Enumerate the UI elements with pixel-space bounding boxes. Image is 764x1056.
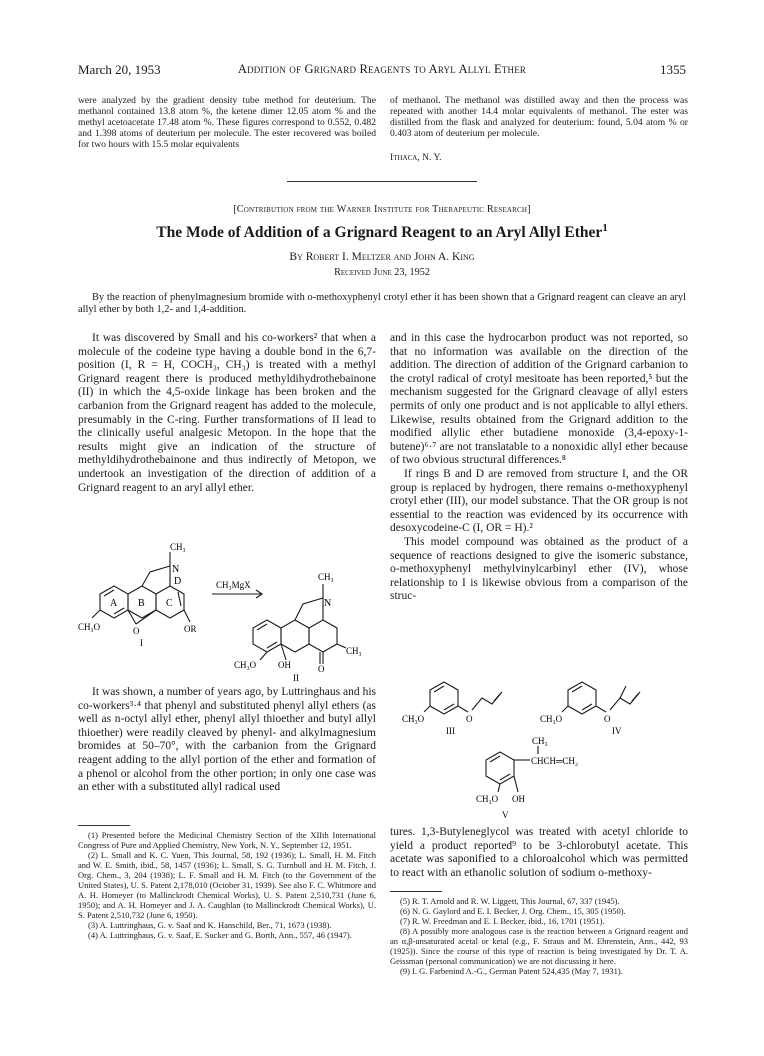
scheme1-ch3-top: CH₃ (170, 542, 186, 552)
article-title-text: The Mode of Addition of a Grignard Reagent to an Aryl Allyl Ether (156, 224, 603, 241)
footnote-7: (7) R. W. Freedman and E. I. Becker, ibid., 16, 1701 (1951). (400, 916, 605, 926)
article-authors: By Robert I. Meltzer and John A. King (289, 251, 475, 263)
footnotes-left (78, 830, 376, 940)
iii-o: O (466, 714, 473, 724)
header-date: March 20, 1953 (78, 62, 161, 77)
scheme1-n2: N (324, 598, 332, 609)
footnote-9: (9) I. G. Farbenind A.-G., German Patent 524,435 (May 7, 1931). (400, 966, 623, 976)
ring-ii-c (309, 620, 337, 652)
prev-article-right: of methanol. The methanol was distilled away and then the process was repeated with another 14.4 molar equivalents of methanol. The ester was distilled from the flask and analyzed for deuterium: found, 5.04 atom % or 0.403 atom of deuterium per molecule. (390, 95, 688, 139)
footnote-1: (1) Presented before the Medicinal Chemistry Section of the XIIth International Congress of Pure and Applied Chemistry, New York, N. Y., September 12, 1951. (78, 830, 376, 850)
v-och3: CH₃O (476, 794, 499, 804)
body-right-paragraph-4 (390, 826, 688, 880)
scheme1-o-bridge: O (133, 626, 140, 636)
label-v: V (502, 810, 509, 820)
footnote-3: (3) A. Luttringhaus, G. v. Saaf and K. Hanschild, Ber., 71, 1673 (1938). (88, 920, 332, 930)
body-right-text-1: and in this case the hydrocarbon product was not reported, so that no information was available on the direction of the addition. The direction of addition of the Grignard carbanion to the crotyl radical of crotyl mesitoate has been reported,⁵ but the mechanism suggested for the Grignard cleavage of allyl esters permits of only one product and is not applicable to allyl ethers. Likewise, results obtained from the Grignard addition to the modified allylic ether butadiene monoxide (3,4-epoxy-1-butene)⁶·⁷ are not translatable to a nonoxidic allyl ether because of two obvious structural differences.⁸ (390, 332, 688, 467)
footnote-4: (4) A. Luttringhaus, G. v. Saaf, E. Sucker and G. Borth, Ann., 557, 46 (1947). (88, 930, 352, 940)
iv-och3: CH₃O (540, 714, 563, 724)
body-right-text-2: If rings B and D are removed from structure I, and the OR group is replaced by hydrogen, there remains o-methoxyphenyl crotyl ether (III), our model substance. That the OR group is not essential to the reaction was evidenced by its occurrence with desoxycodeine-C (I, OR = H).² (390, 467, 688, 535)
body-left-text-1: It was discovered by Small and his co-workers² that when a molecule of the codeine type having a double bond in the 6,7-position (I, R = H, COCH₃, CH₃) is treated with a methyl Grignard reagent there is produced methyldihydrothebainone (II) in which the 4,5-oxide linkage has been broken and the carbanion from the Grignard reagent has added to the molecule, presumably in the C-ring. Further transformations of II lead to the clinically useful analgesic Metopon. In the hope that the results might give an indication of the structure of methyldihydrothebainone and thus indirectly of Metopon, we undertook an investigation of the direction of addition of a Grignard reagent to an aryl allyl ether. (78, 332, 376, 494)
received-date: Received June 23, 1952 (334, 267, 430, 278)
scheme1-ring-b: B (138, 598, 145, 609)
body-left-paragraph-1 (78, 332, 376, 495)
model-compounds-scheme (390, 672, 688, 822)
iv-o: O (604, 714, 611, 724)
scheme1-oh: OH (278, 660, 291, 670)
ring-ii-middle (281, 620, 309, 652)
footnote-8: (8) A possibly more analogous case is the reaction between a Grignard reagent and an α,β-unsaturated acetal or ketal (e.g., F. Straus and M. Ehrenstein, Ann., 442, 93 (1925)). Since the course of this type of reaction is being investigated by Dr. T. A. Geissman (personal communication) we are not discussing it here. (390, 926, 688, 966)
reaction-scheme-codeine (78, 542, 376, 682)
footnotes-right (390, 896, 688, 976)
scheme1-och3: CH₃O (78, 622, 101, 632)
footnote-rule-left (78, 825, 130, 826)
footnote-rule-right (390, 891, 442, 892)
body-right-paragraphs (390, 332, 688, 604)
v-oh: OH (512, 794, 525, 804)
scheme1-or: OR (184, 624, 197, 634)
label-iv: IV (612, 726, 622, 736)
ring-v (486, 752, 514, 784)
prev-article-left: were analyzed by the gradient density tube method for deuterium. The methanol contained 13.8 atom %, the ketene dimer 12.05 atom % and the methyl acetoacetate 17.48 atom %. These figures correspond to 0.552, 0.482 and 1.398 atoms of deuterium per molecule. The ester recovered was boiled for two hours with 15.5 molar equivalents (78, 95, 376, 150)
footnote-5: (5) R. T. Arnold and R. W. Liggett, This Journal, 67, 337 (1945). (400, 896, 620, 906)
scheme1-label-i: I (140, 638, 143, 648)
iii-och3: CH₃O (402, 714, 425, 724)
v-ch3: CH₃ (532, 736, 548, 746)
section-divider (287, 181, 477, 182)
body-left-text-2: It was shown, a number of years ago, by Luttringhaus and his co-workers³·⁴ that phenyl and substituted phenyl allyl ethers (as well as n-octyl allyl ether, phenyl allyl thioether and butyl allyl thioether) were readily cleaved by phenyl- and alkylmagnesium bromides at 50–70°, with the carbanion from the Grignard reagent adding to the allyl portion of the ether and formation of a phenol or alcohol from the other portion; in only one case was an ether with a substituted allyl radical used (78, 686, 376, 794)
scheme1-och3-2: CH₃O (234, 660, 257, 670)
prev-article-location: Ithaca, N. Y. (390, 152, 442, 163)
running-header (78, 62, 686, 82)
contribution-line: [Contribution from the Warner Institute for Therapeutic Research] (233, 204, 531, 215)
scheme1-label-ii: II (293, 673, 299, 682)
body-right-text-4: tures. 1,3-Butyleneglycol was treated with acetyl chloride to yield a product reported⁹ to be 3-chlorobutyl acetate. This acetate was saponified to a chloroalcohol which was permitted to react with an ethanolic solution of sodium o-methoxy- (390, 826, 688, 879)
scheme1-n: N (172, 564, 180, 575)
abstract: By the reaction of phenylmagnesium bromide with o-methoxyphenyl crotyl ether it has been shown that a Grignard reagent can cleave an aryl allyl ether by both 1,2- and 1,4-addition. (78, 292, 686, 316)
ring-iv (568, 682, 596, 714)
scheme1-ring-a: A (110, 598, 118, 609)
label-iii: III (446, 726, 455, 736)
article-title (78, 221, 686, 242)
scheme1-ring-d: D (174, 576, 182, 587)
v-chain: CHCH═CH₂ (531, 756, 579, 766)
ring-ii-aromatic (253, 620, 281, 652)
scheme1-ch3-side: CH₃ (346, 646, 362, 656)
scheme1-reagent: CH₃MgX (216, 580, 251, 590)
scheme1-ring-c: C (166, 598, 173, 609)
ring-iii (430, 682, 458, 714)
footnote-6: (6) N. G. Gaylord and E. I. Becker, J. Org. Chem., 15, 305 (1950). (400, 906, 626, 916)
body-left-paragraph-2 (78, 686, 376, 795)
footnote-2: (2) L. Small and K. C. Yuen, This Journal, 58, 192 (1936); L. Small, H. M. Fitch and W. E. Smith, ibid., 58, 1457 (1936); L. Small, S. G. Turnbull and H. M. Fitch, J. Org. Chem., 3, 204 (1938); L. F. Small and H. M. Fitch (to the Government of the United States), U. S. Patent 2,178,010 (October 31, 1939). See also F. C. Whitmore and A. H. Homeyer (to Mallinckrodt Chemical Works), U. S. Patent 2,510,731 (June 6, 1950); and A. H. Homeyer and J. A. Caughlan (to Mallinckrodt Chemical Works), U. S. Patent 2,510,732 (June 6, 1950). (78, 850, 376, 920)
header-page-number: 1355 (660, 62, 686, 77)
header-running-title: Addition of Grignard Reagents to Aryl Allyl Ether (237, 62, 527, 76)
scheme1-o-ketone: O (318, 664, 325, 674)
title-footnote-mark: 1 (602, 221, 608, 234)
body-right-text-3: This model compound was obtained as the product of a sequence of reactions designed to give the isomeric substance, o-methoxyphenyl methylvinylcarbinyl ether (IV), whose relationship to I is likewise obvious from a comparison of the struc- (390, 535, 688, 603)
scheme1-ch3-n2: CH₃ (318, 572, 334, 582)
